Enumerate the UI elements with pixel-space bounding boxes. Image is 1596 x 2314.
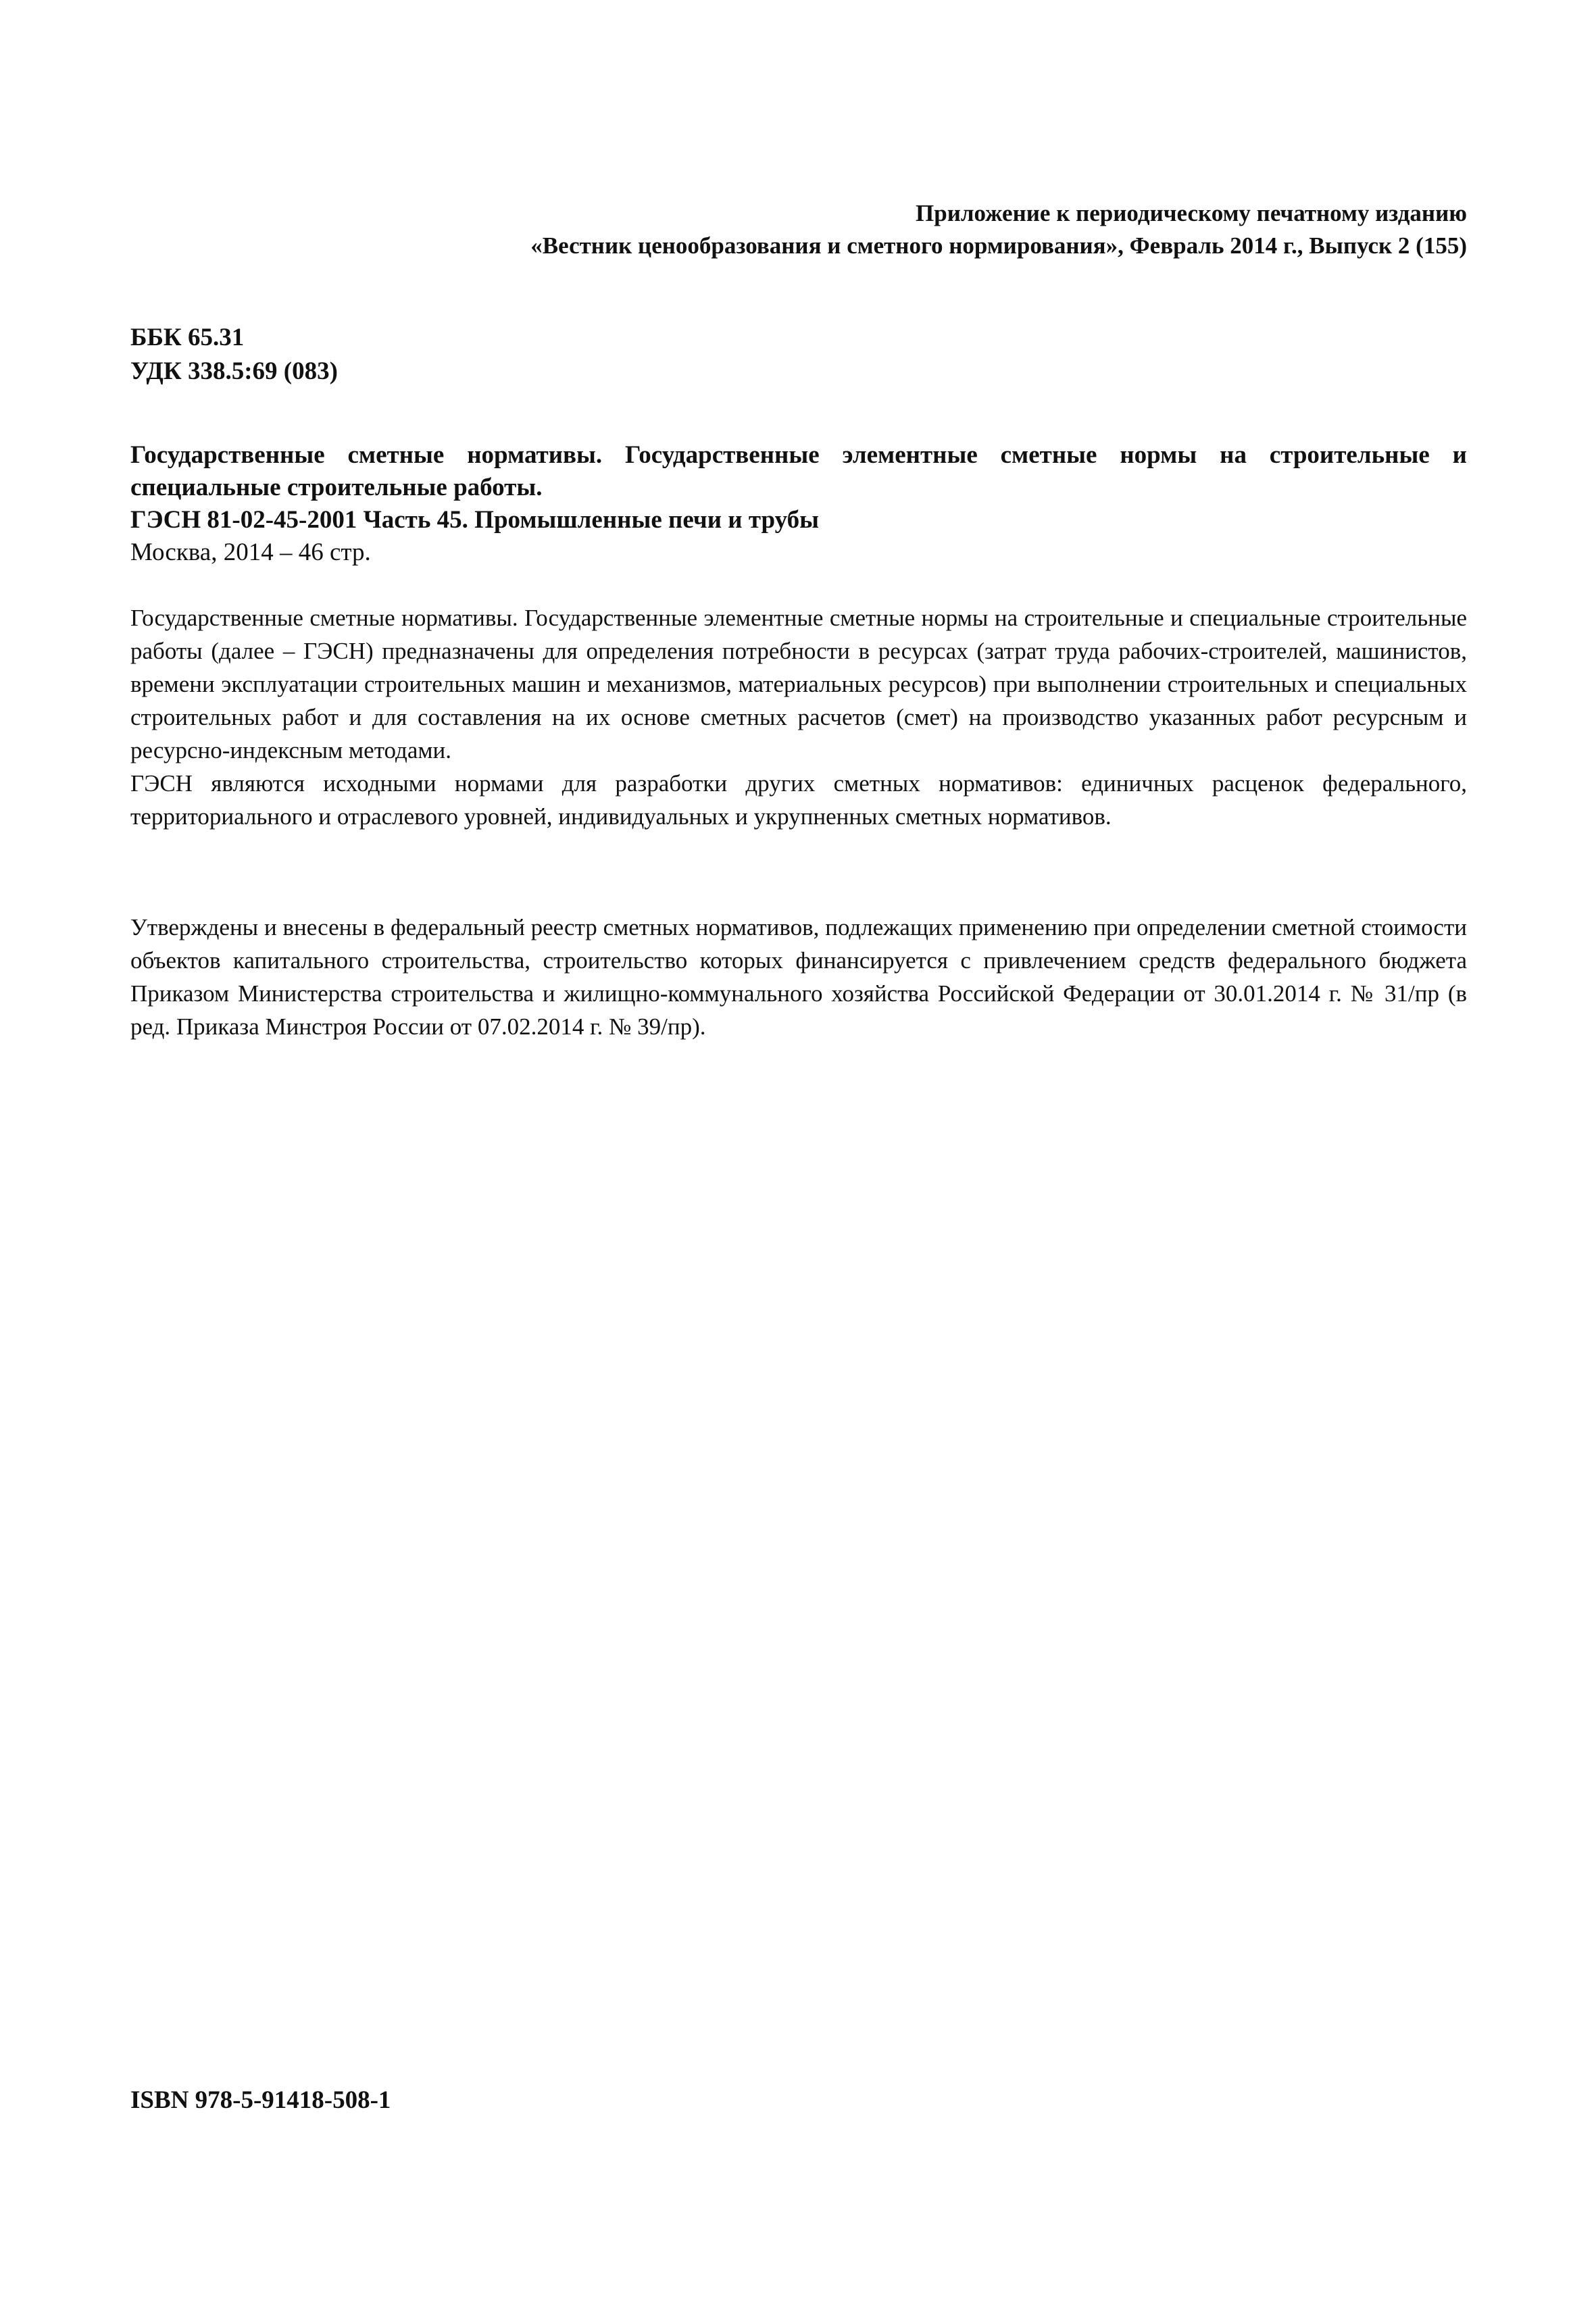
supplement-line-2: «Вестник ценообразования и сметного нормирования», Февраль 2014 г., Выпуск 2 (155) [530,232,1467,259]
document-title-block [130,439,1467,569]
classification-codes [130,321,338,388]
bbk-code: ББК 65.31 [130,324,245,351]
supplement-line-1: Приложение к периодическому печатному изданию [916,200,1467,226]
imprint-line: Москва, 2014 – 46 стр. [130,538,371,566]
description-section [130,601,1467,833]
supplement-header [251,197,1467,262]
description-paragraph-1: Государственные сметные нормативы. Государственные элементные сметные нормы на строительные и специальные строительные работы (далее – ГЭСН) предназначены для определения потребности в ресурсах (затрат труда рабочих-строителей, машинистов, времени эксплуатации строительных машин и механизмов, материальных ресурсов) при выполнении строительных и специальных строительных работ и для составления на их основе сметных расчетов (смет) на производство указанных работ ресурсным и ресурсно-индексным методами. [130,605,1467,763]
isbn-number: ISBN 978-5-91418-508-1 [130,2086,391,2114]
approval-section [130,911,1467,1043]
description-paragraph-2: ГЭСН являются исходными нормами для разработки других сметных нормативов: единичных расценок федерального, территориального и отраслевого уровней, индивидуальных и укрупненных сметных нормативов. [130,770,1467,830]
udk-code: УДК 338.5:69 (083) [130,357,338,385]
document-title: Государственные сметные нормативы. Государственные элементные сметные нормы на строительные и специальные строительные работы. [130,441,1467,501]
approval-paragraph: Утверждены и внесены в федеральный реестр сметных нормативов, подлежащих применению при определении сметной стоимости объектов капитального строительства, строительство которых финансируется с привлечением средств федерального бюджета Приказом Министерства строительства и жилищно-коммунального хозяйства Российской Федерации от 30.01.2014 г. № 31/пр (в ред. Приказа Минстроя России от 07.02.2014 г. № 39/пр). [130,914,1467,1040]
document-code-title: ГЭСН 81-02-45-2001 Часть 45. Промышленные печи и трубы [130,506,819,534]
